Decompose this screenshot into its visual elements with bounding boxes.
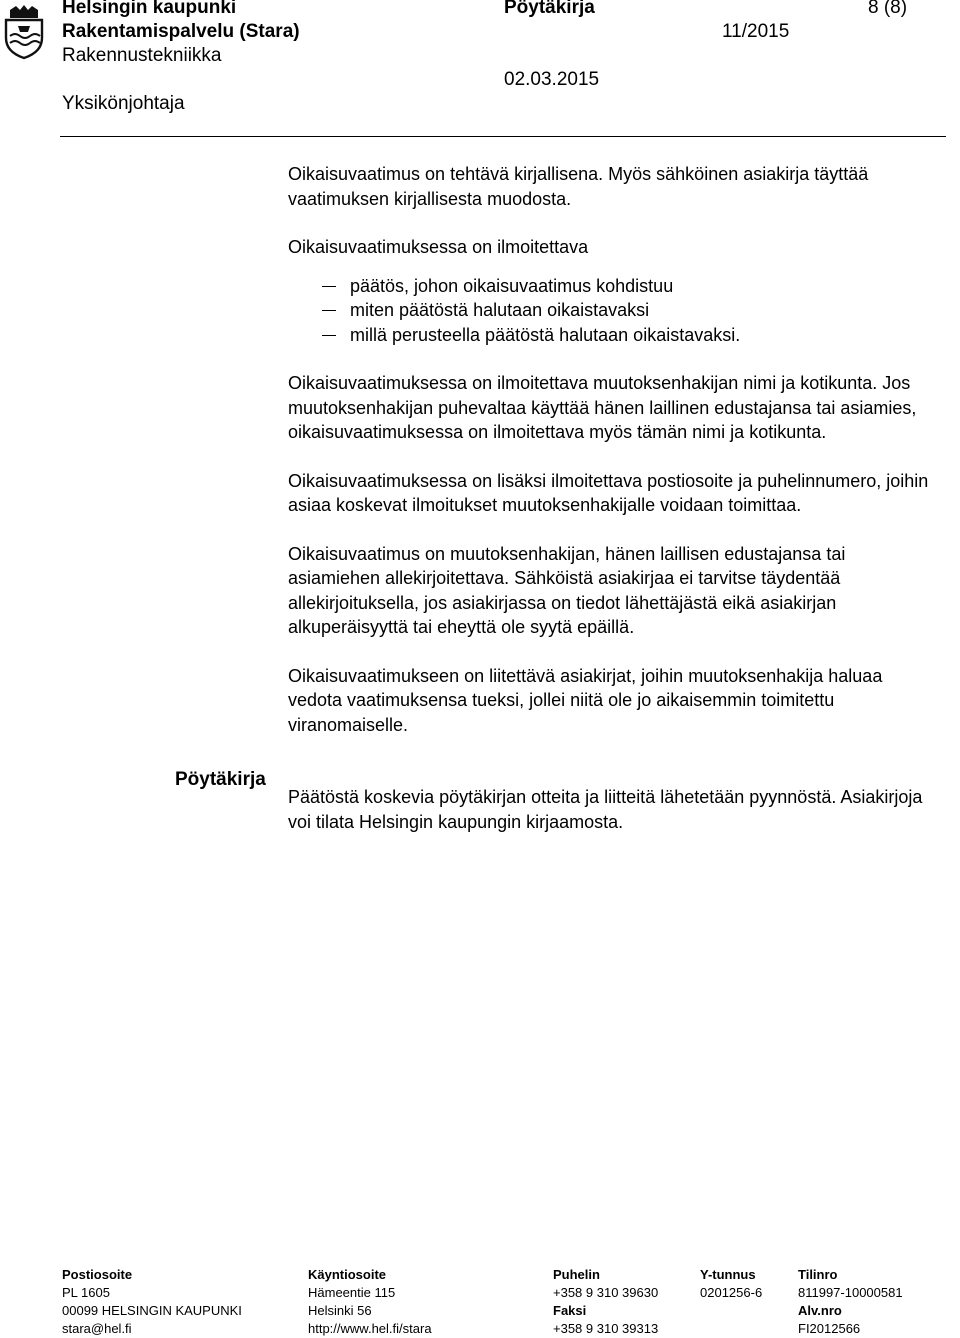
visit-heading: Käyntiosoite [308, 1267, 387, 1282]
paragraph-signature: Oikaisuvaatimus on muutoksenhakijan, hänen laillisen edustajansa tai asiamiehen allekirjoitettava. Sähköistä asiakirjaa ei tarvitse täydentää allekirjoituksella, jos asiakirjassa on tiedot lähettäjästä eikä asiakirjan alkuperäisyyttä tai eheyttä ole syytä epäillä. [288, 543, 846, 637]
list-item: miten päätöstä halutaan oikaistavaksi [288, 298, 938, 323]
org-name: Helsingin kaupunki [62, 0, 237, 18]
dash-bullet [322, 286, 336, 287]
footer-visit [308, 1266, 432, 1338]
paragraph-address-phone: Oikaisuvaatimuksessa on lisäksi ilmoitettava postiosoite ja puhelinnumero, joihin asiaa koskevat ilmoitukset muutoksenhakijalle voidaan toimittaa. [288, 470, 929, 515]
fax-heading: Faksi [553, 1303, 587, 1318]
postal-city: 00099 HELSINGIN KAUPUNKI [62, 1303, 242, 1318]
doc-number: 11/2015 [722, 21, 790, 42]
header-divider [60, 136, 946, 137]
dash-bullet [322, 335, 336, 336]
page-number: 8 (8) [868, 0, 908, 18]
department-name: Rakentamispalvelu (Stara) [62, 21, 300, 42]
tilinro-heading: Tilinro [798, 1267, 838, 1282]
paragraph-extracts: Päätöstä koskevia pöytäkirjan otteita ja liitteitä lähetetään pyynnöstä. Asiakirjoja voi tilata Helsingin kaupungin kirjaamosta. [288, 787, 923, 832]
paragraph-attachments: Oikaisuvaatimukseen on liitettävä asiakirjat, joihin muutoksenhakija haluaa vedota vaatimuksensa tueksi, jollei niitä ole jo aikaisemmin toimitettu viranomaiselle. [288, 665, 883, 735]
list-item: millä perusteella päätöstä halutaan oikaistavaksi. [288, 323, 938, 348]
paragraph-name-domicile: Oikaisuvaatimuksessa on ilmoitettava muutoksenhakijan nimi ja kotikunta. Jos muutoksenhakijan puhevaltaa käyttää hänen laillinen edustajansa tai asiamies, oikaisuvaatimuksessa on ilmoitettava myös tämän nimi ja kotikunta. [288, 373, 917, 442]
postal-box: PL 1605 [62, 1285, 110, 1300]
postal-heading: Postiosoite [62, 1267, 133, 1282]
email-link[interactable]: stara@hel.fi [62, 1321, 132, 1336]
dash-bullet [322, 310, 336, 311]
sidebar-label: Pöytäkirja [175, 769, 266, 790]
role-title: Yksikönjohtaja [62, 93, 185, 114]
ytunnus-value: 0201256-6 [700, 1285, 763, 1300]
visit-street: Hämeentie 115 [308, 1285, 396, 1300]
fax-number: +358 9 310 39313 [553, 1321, 659, 1336]
footer-postal [62, 1266, 242, 1338]
document-body [288, 162, 938, 858]
footer-phone [553, 1266, 658, 1338]
phone-heading: Puhelin [553, 1267, 600, 1282]
website-link[interactable]: http://www.hel.fi/stara [308, 1321, 432, 1336]
alv-heading: Alv.nro [798, 1303, 842, 1318]
requirements-list [288, 274, 938, 348]
paragraph-requirements-intro: Oikaisuvaatimuksessa on ilmoitettava [288, 237, 589, 257]
visit-city: Helsinki 56 [308, 1303, 372, 1318]
helsinki-crest-logo [2, 4, 46, 60]
doc-date: 02.03.2015 [504, 69, 600, 90]
footer-ytunnus [700, 1266, 762, 1302]
doc-type: Pöytäkirja [504, 0, 595, 18]
list-item: päätös, johon oikaisuvaatimus kohdistuu [288, 274, 938, 299]
tilinro-value: 811997-10000581 [798, 1285, 903, 1300]
footer-tilinro [798, 1266, 903, 1338]
alv-value: FI2012566 [798, 1321, 861, 1336]
ytunnus-heading: Y-tunnus [700, 1267, 756, 1282]
unit-name: Rakennustekniikka [62, 45, 222, 66]
phone-number: +358 9 310 39630 [553, 1285, 659, 1300]
paragraph-written-form: Oikaisuvaatimus on tehtävä kirjallisena. Myös sähköinen asiakirja täyttää vaatimuksen kirjallisesta muodosta. [288, 164, 869, 209]
